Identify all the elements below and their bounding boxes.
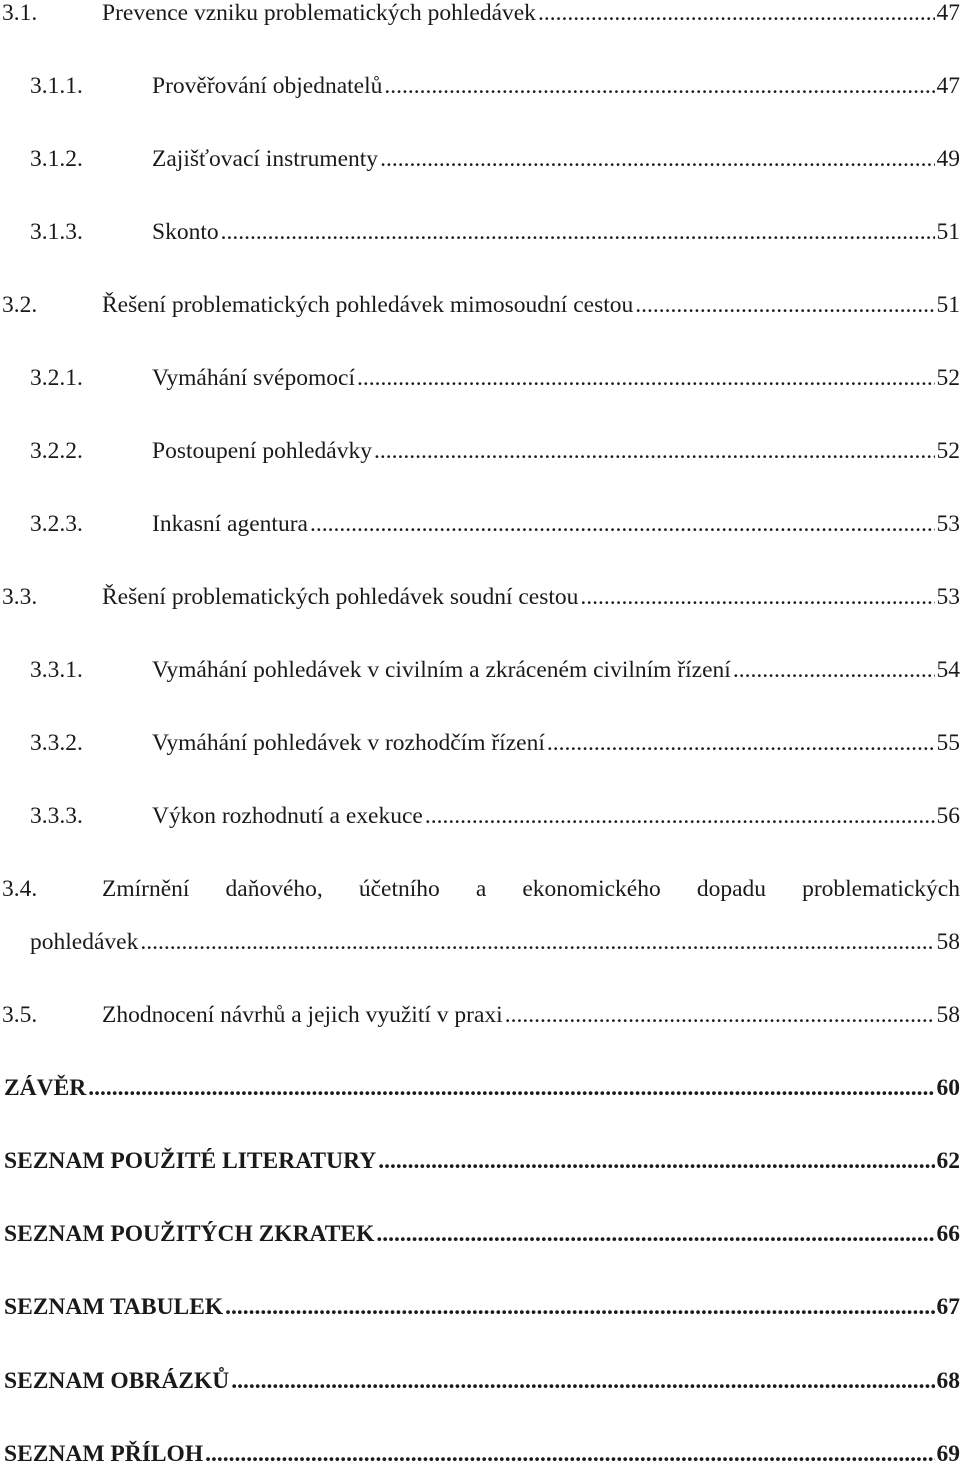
- toc-entry-number: 3.1.2.: [30, 142, 83, 176]
- toc-entry-3-1-3[interactable]: [0, 215, 960, 249]
- title-word: a: [476, 872, 486, 906]
- toc-entry-3-2-3[interactable]: [0, 507, 960, 541]
- toc-entry-3-4[interactable]: [0, 872, 960, 906]
- toc-entry-title: SEZNAM TABULEK: [4, 1290, 223, 1324]
- toc-entry-title: Řešení problematických pohledávek soudní cestou: [102, 580, 578, 614]
- toc-entry-title: Vymáhání pohledávek v civilním a zkráceném civilním řízení: [152, 653, 731, 687]
- toc-entry-page: 58: [937, 925, 960, 959]
- toc-entry-appendices[interactable]: [0, 1437, 960, 1471]
- toc-entry-3-1-2[interactable]: [0, 142, 960, 176]
- toc-entry-page: 55: [937, 726, 960, 760]
- toc-entry-page: 47: [937, 69, 960, 103]
- toc-entry-title: Řešení problematických pohledávek mimosoudní cestou: [102, 288, 633, 322]
- toc-entry-page: 66: [937, 1217, 960, 1251]
- dot-leader: [380, 142, 934, 176]
- toc-entry-page: 53: [937, 580, 960, 614]
- toc-entry-title: Vymáhání svépomocí: [152, 361, 355, 395]
- dot-leader: [505, 998, 935, 1032]
- dot-leader: [88, 1071, 934, 1105]
- dot-leader: [547, 726, 935, 760]
- dot-leader: [733, 653, 935, 687]
- toc-entry-number: 3.1.3.: [30, 215, 83, 249]
- toc-entry-page: 53: [937, 507, 960, 541]
- toc-entry-page: 67: [937, 1290, 960, 1324]
- title-word: účetního: [359, 872, 440, 906]
- toc-entry-title: SEZNAM POUŽITÝCH ZKRATEK: [4, 1217, 374, 1251]
- toc-entry-number: 3.5.: [2, 998, 37, 1032]
- toc-entry-3-4-continuation[interactable]: [0, 925, 960, 959]
- toc-entry-page: 51: [937, 215, 960, 249]
- dot-leader: [374, 434, 935, 468]
- toc-entry-title: Inkasní agentura: [152, 507, 308, 541]
- toc-entry-title: SEZNAM OBRÁZKŮ: [4, 1364, 229, 1398]
- toc-entry-number: 3.2.: [2, 288, 37, 322]
- dot-leader: [310, 507, 935, 541]
- dot-leader: [205, 1437, 934, 1471]
- toc-entry-3-5[interactable]: [0, 998, 960, 1032]
- toc-entry-3-2-2[interactable]: [0, 434, 960, 468]
- toc-entry-3-2-1[interactable]: [0, 361, 960, 395]
- dot-leader: [425, 799, 935, 833]
- toc-entry-3-3[interactable]: [0, 580, 960, 614]
- toc-entry-title: Postoupení pohledávky: [152, 434, 372, 468]
- toc-entry-page: 47: [937, 0, 960, 30]
- toc-entry-3-3-3[interactable]: [0, 799, 960, 833]
- toc-entry-page: 54: [937, 653, 960, 687]
- toc-entry-tables[interactable]: [0, 1290, 960, 1324]
- toc-entry-title: SEZNAM POUŽITÉ LITERATURY: [4, 1144, 376, 1178]
- toc-entry-number: 3.2.3.: [30, 507, 83, 541]
- toc-entry-page: 56: [937, 799, 960, 833]
- dot-leader: [538, 0, 935, 30]
- toc-entry-title: Skonto: [152, 215, 219, 249]
- toc-entry-3-3-2[interactable]: [0, 726, 960, 760]
- title-word: dopadu: [697, 872, 766, 906]
- toc-entry-title: SEZNAM PŘÍLOH: [4, 1437, 203, 1471]
- toc-entry-number: 3.2.2.: [30, 434, 83, 468]
- toc-entry-3-1[interactable]: [0, 0, 960, 30]
- toc-entry-title-line-2: pohledávek: [30, 925, 138, 959]
- title-word: ekonomického: [522, 872, 660, 906]
- toc-entry-page: 69: [937, 1437, 960, 1471]
- dot-leader: [635, 288, 934, 322]
- dot-leader: [140, 925, 934, 959]
- dot-leader: [357, 361, 935, 395]
- toc-entry-number: 3.2.1.: [30, 361, 83, 395]
- title-word: Zmírnění: [102, 872, 189, 906]
- toc-entry-title: Prevence vzniku problematických pohledávek: [102, 0, 536, 30]
- toc-entry-page: 51: [937, 288, 960, 322]
- toc-entry-page: 60: [937, 1071, 960, 1105]
- toc-entry-page: 58: [937, 998, 960, 1032]
- dot-leader: [221, 215, 935, 249]
- toc-entry-page: 68: [937, 1364, 960, 1398]
- toc-entry-3-3-1[interactable]: [0, 653, 960, 687]
- toc-entry-literature[interactable]: [0, 1144, 960, 1178]
- toc-entry-number: 3.3.3.: [30, 799, 83, 833]
- toc-entry-page: 52: [937, 361, 960, 395]
- toc-entry-title: Prověřování objednatelů: [152, 69, 382, 103]
- toc-entry-title: Vymáhání pohledávek v rozhodčím řízení: [152, 726, 545, 760]
- toc-entry-3-2[interactable]: [0, 288, 960, 322]
- dot-leader: [376, 1217, 934, 1251]
- toc-entry-number: 3.4.: [2, 872, 37, 906]
- title-word: problematických: [802, 872, 960, 906]
- dot-leader: [384, 69, 934, 103]
- toc-entry-figures[interactable]: [0, 1364, 960, 1398]
- toc-entry-number: 3.3.: [2, 580, 37, 614]
- toc-entry-number: 3.1.1.: [30, 69, 83, 103]
- toc-entry-abbreviations[interactable]: [0, 1217, 960, 1251]
- toc-entry-title: Výkon rozhodnutí a exekuce: [152, 799, 423, 833]
- toc-entry-number: 3.3.1.: [30, 653, 83, 687]
- toc-entry-number: 3.1.: [2, 0, 37, 30]
- toc-entry-title: Zhodnocení návrhů a jejich využití v praxi: [102, 998, 503, 1032]
- title-word: daňového,: [226, 872, 323, 906]
- dot-leader: [225, 1290, 934, 1324]
- toc-entry-number: 3.3.2.: [30, 726, 83, 760]
- toc-entry-title: Zajišťovací instrumenty: [152, 142, 378, 176]
- dot-leader: [580, 580, 934, 614]
- toc-entry-page: 52: [937, 434, 960, 468]
- toc-entry-3-1-1[interactable]: [0, 69, 960, 103]
- dot-leader: [231, 1364, 934, 1398]
- toc-entry-page: 49: [937, 142, 960, 176]
- toc-entry-title-line-1: [102, 872, 960, 906]
- toc-entry-title: ZÁVĚR: [4, 1071, 86, 1105]
- toc-entry-page: 62: [937, 1144, 960, 1178]
- toc-entry-zaver[interactable]: [0, 1071, 960, 1105]
- dot-leader: [378, 1144, 934, 1178]
